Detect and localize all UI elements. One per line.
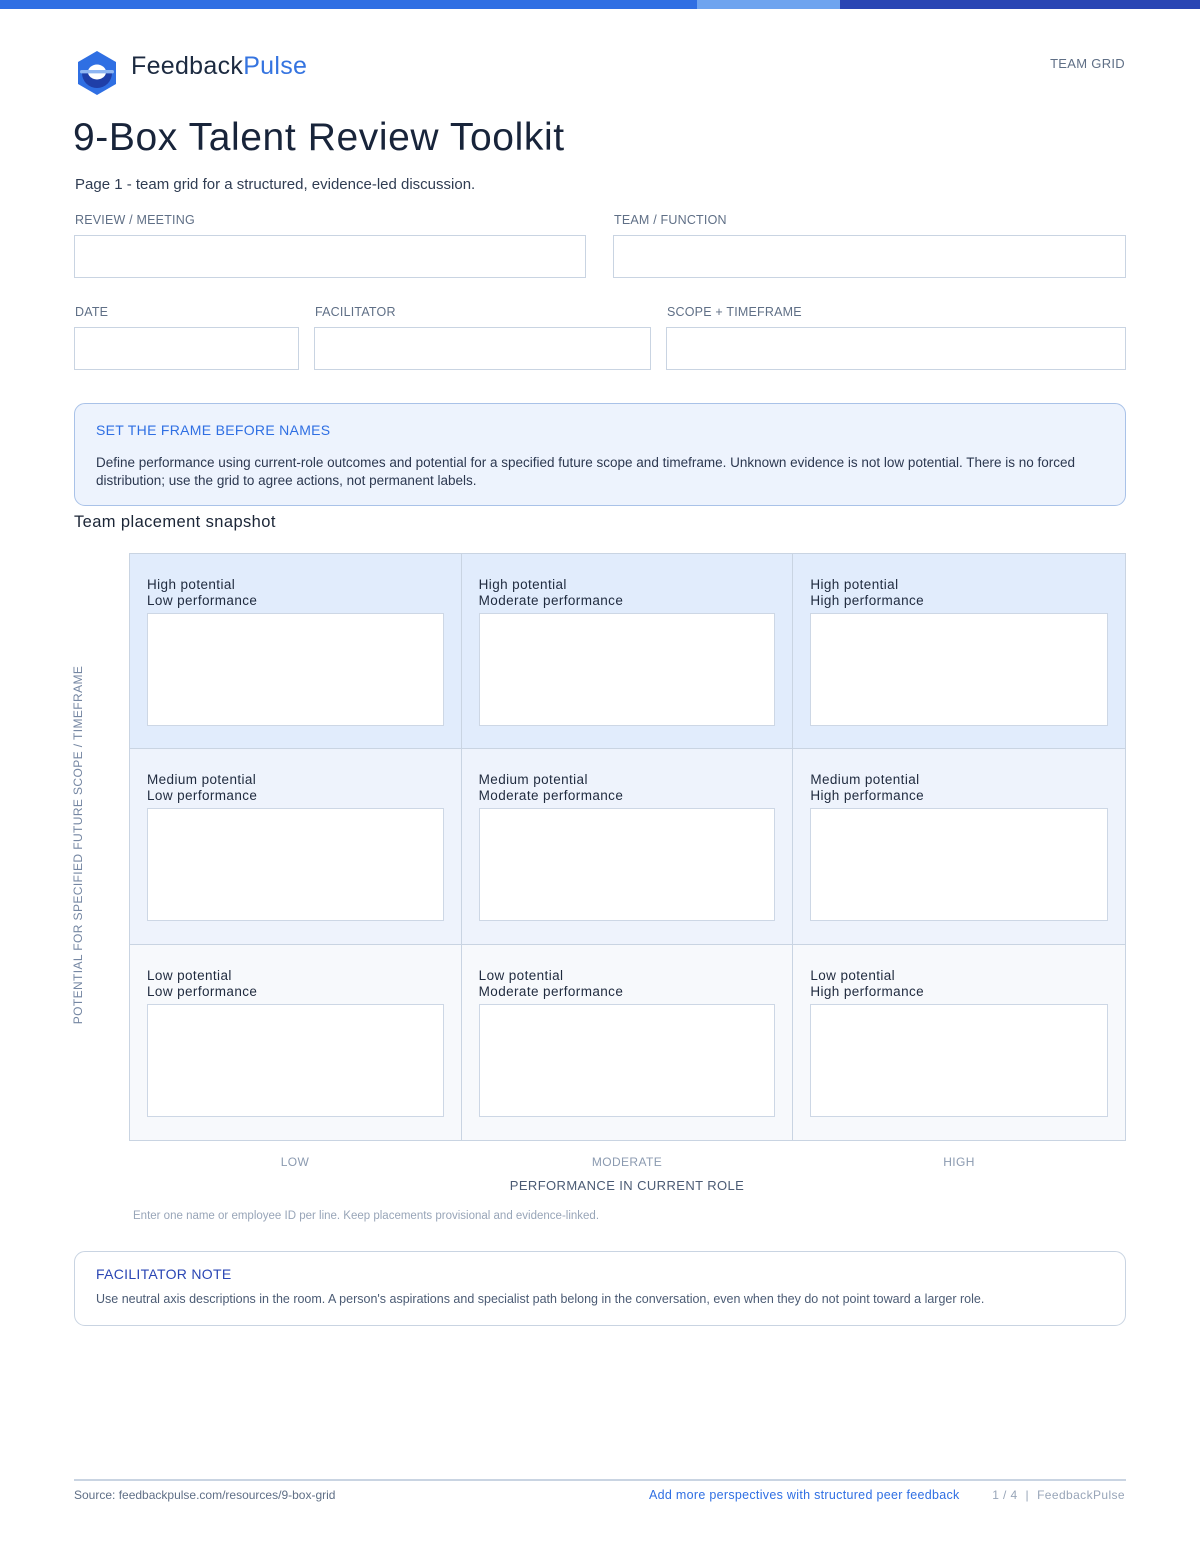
footer-separator: | [1025, 1488, 1030, 1502]
cell-low-potential-low-performance [130, 945, 462, 1140]
accent-bar-segment-blue [0, 0, 697, 9]
cell-performance-label: Low performance [147, 983, 258, 999]
accent-bar-segment-light-blue [697, 0, 840, 9]
cell-low-potential-moderate-performance [462, 945, 794, 1140]
cell-potential-label: Medium potential [810, 772, 920, 788]
cell-high-potential-low-performance [130, 554, 462, 749]
callout-heading: SET THE FRAME BEFORE NAMES [96, 422, 331, 438]
team-function-label: TEAM / FUNCTION [614, 213, 727, 227]
cell-names-input[interactable] [147, 1004, 444, 1117]
cell-names-input[interactable] [479, 1004, 776, 1117]
date-label: DATE [75, 305, 109, 319]
note-body: Use neutral axis descriptions in the room. A person's aspirations and specialist path belong in the conversation, even when they do not point toward a larger role. [96, 1292, 985, 1306]
section-title: Team placement snapshot [74, 513, 276, 531]
cell-names-input[interactable] [479, 808, 776, 921]
page-subtitle: Page 1 - team grid for a structured, evidence-led discussion. [75, 176, 476, 193]
cell-medium-potential-moderate-performance [462, 749, 794, 944]
cell-potential-label: High potential [147, 577, 236, 592]
scope-timeframe-field[interactable] [666, 327, 1126, 370]
cell-names-input[interactable] [810, 808, 1108, 921]
page-number: 1 / 4 [992, 1488, 1018, 1502]
team-function-field[interactable] [613, 235, 1126, 278]
scope-timeframe-label: SCOPE + TIMEFRAME [667, 305, 802, 319]
brand-name [131, 52, 307, 81]
cell-performance-label: Low performance [147, 593, 258, 608]
frame-callout [74, 403, 1126, 506]
footer-divider [74, 1479, 1126, 1481]
x-axis-label: PERFORMANCE IN CURRENT ROLE [509, 1178, 745, 1193]
cell-potential-label: Low potential [810, 967, 896, 983]
cell-potential-label: High potential [478, 577, 567, 592]
cell-potential-label: Medium potential [478, 772, 588, 788]
cell-high-potential-moderate-performance [462, 554, 794, 749]
feedbackpulse-logo-icon [74, 50, 120, 96]
cell-potential-label: Medium potential [147, 772, 257, 788]
cell-names-input[interactable] [810, 1004, 1108, 1117]
cell-names-input[interactable] [147, 613, 444, 726]
cell-performance-label: Moderate performance [478, 983, 624, 999]
cell-performance-label: High performance [810, 788, 925, 804]
y-axis-label-text: POTENTIAL FOR SPECIFIED FUTURE SCOPE / TIMEFRAME [71, 665, 85, 1025]
page-tag: TEAM GRID [1050, 56, 1125, 71]
cell-performance-label: High performance [810, 593, 925, 608]
cell-potential-label: Low potential [478, 967, 564, 983]
nine-box-grid [129, 553, 1126, 1141]
review-meeting-label: REVIEW / MEETING [75, 213, 195, 227]
x-tick-low: LOW [280, 1155, 310, 1169]
x-tick-moderate: MODERATE [591, 1155, 663, 1169]
brand-name-part2: Pulse [243, 52, 308, 80]
cell-performance-label: High performance [810, 983, 925, 999]
cell-high-potential-high-performance [793, 554, 1125, 749]
note-heading: FACILITATOR NOTE [96, 1266, 232, 1282]
grid-hint: Enter one name or employee ID per line. Keep placements provisional and evidence-linked. [133, 1210, 600, 1222]
cell-low-potential-high-performance [793, 945, 1125, 1140]
accent-bar-segment-indigo [840, 0, 1200, 9]
footer-source: Source: feedbackpulse.com/resources/9-box-grid [74, 1488, 336, 1502]
cell-names-input[interactable] [810, 613, 1108, 726]
cell-potential-label: Low potential [147, 967, 232, 983]
x-tick-high: HIGH [943, 1155, 975, 1169]
callout-body: Define performance using current-role outcomes and potential for a specified future scope and timeframe. Unknown evidence is not low potential. There is no forced distribution; use the grid to agree actions, not permanent labels. [96, 455, 1076, 488]
footer-brand: FeedbackPulse [1037, 1488, 1125, 1502]
facilitator-label: FACILITATOR [315, 305, 396, 319]
footer-pager [992, 1488, 1125, 1502]
top-accent-bar [0, 0, 1200, 9]
review-meeting-field[interactable] [74, 235, 586, 278]
cell-medium-potential-high-performance [793, 749, 1125, 944]
page-title: 9-Box Talent Review Toolkit [73, 116, 565, 159]
cell-performance-label: Moderate performance [478, 788, 624, 804]
cell-names-input[interactable] [479, 613, 776, 726]
cell-names-input[interactable] [147, 808, 444, 921]
cell-medium-potential-low-performance [130, 749, 462, 944]
peer-feedback-link[interactable]: Add more perspectives with structured peer feedback [649, 1488, 960, 1502]
cell-potential-label: High potential [810, 577, 899, 592]
brand-name-part1: Feedback [131, 52, 244, 80]
facilitator-note [74, 1251, 1126, 1326]
facilitator-field[interactable] [314, 327, 651, 370]
date-field[interactable] [74, 327, 299, 370]
cell-performance-label: Moderate performance [478, 593, 624, 608]
cell-performance-label: Low performance [147, 788, 258, 804]
